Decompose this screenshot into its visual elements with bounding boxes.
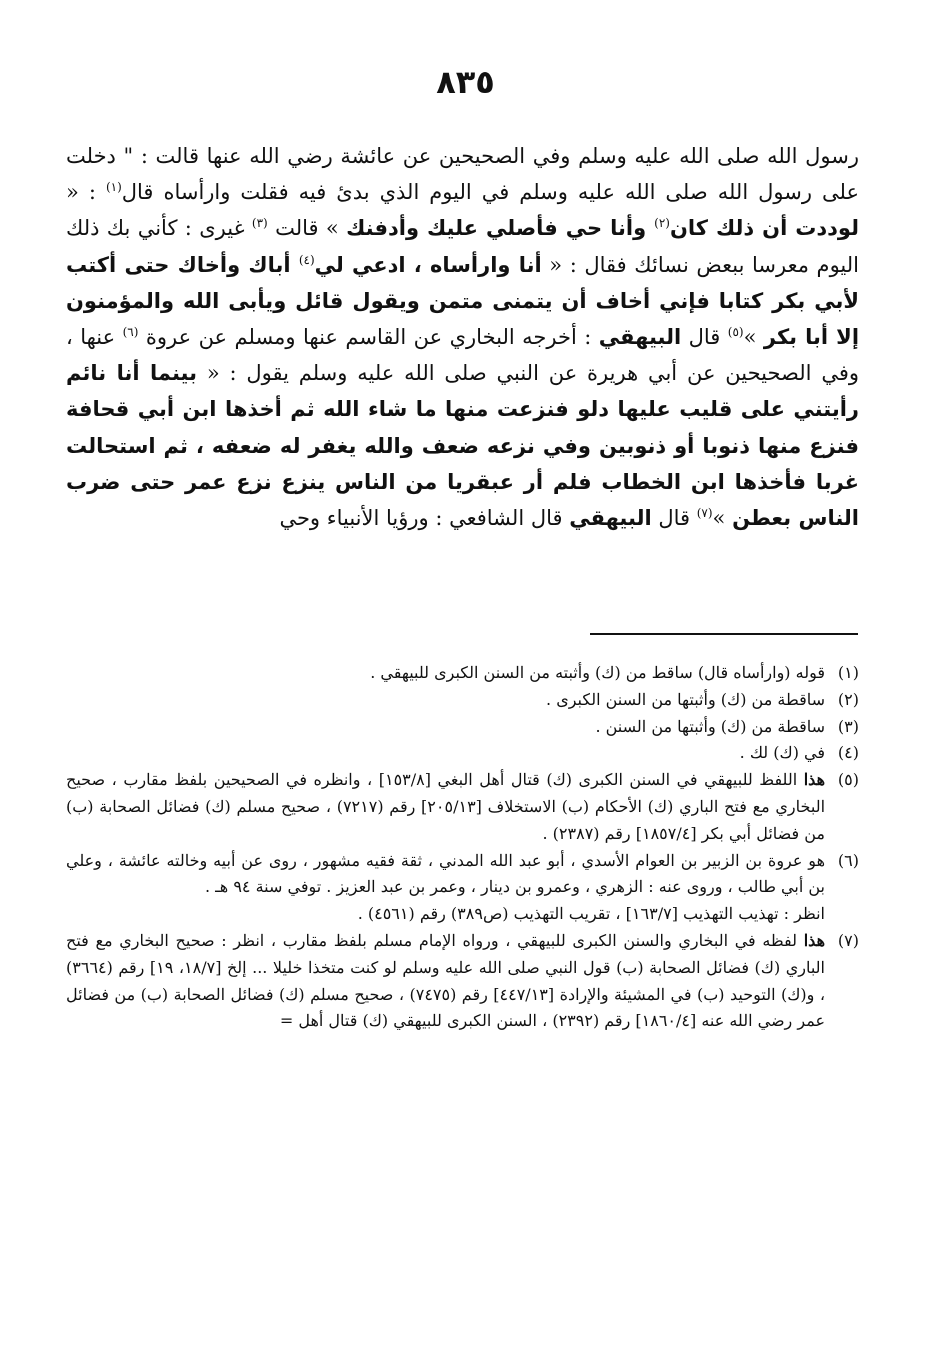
text-segment: غيرى : كأني بك ذلك اليوم معرسا ببعض نسائك فقال : « bbox=[66, 216, 859, 277]
text-segment: » قالت bbox=[267, 216, 347, 241]
text-segment: رسول الله صلى الله عليه وسلم وفي الصحيحين عن عائشة رضي الله عنها قالت : " دخلت على رسول الله صلى الله عليه وسلم في اليوم الذي بدئ فيه فقلت وارأساه قال bbox=[66, 144, 859, 205]
text-segment: قال الشافعي : ورؤيا الأنبياء وحي bbox=[279, 506, 570, 531]
footnote-number: (٤) bbox=[837, 743, 859, 763]
author-name: البيهقي bbox=[569, 506, 652, 531]
text-segment: : أخرجه البخاري عن القاسم عنها ومسلم عن عروة bbox=[138, 325, 599, 350]
footnote-number: (٢) bbox=[837, 689, 859, 709]
footnote-text: هو عروة بن الزبير بن العوام الأسدي ، أبو عبد الله المدني ، ثقة فقيه مشهور ، روى عن أبيه وخالته عائشة ، وعلي بن أبي طالب ، وروى عنه : الزهري ، وعمرو بن دينار ، وعمر بن عبد العزيز . توفي سنة ٩٤ هـ . bbox=[66, 850, 826, 897]
footnote-text bbox=[66, 928, 825, 1035]
hadith-quote: أنا وارأساه ، ادعي لي bbox=[314, 252, 542, 277]
footnote-1 bbox=[66, 660, 859, 687]
footnote-marker: (٦) bbox=[122, 325, 139, 340]
text-segment: : « bbox=[66, 180, 106, 205]
footnote-text-rest: لفظه في البخاري والسنن الكبرى للبيهقي ، ورواه الإمام مسلم بلفظ مقارب ، انظر : صحيح البخاري مع فتح الباري (ك) فضائل الصحابة (ب) قول النبي صلى الله عليه وسلم لو كنت متخذا خليلا ... إلخ [١٨/٧، ١٩] رقم (٣٦٦٤) ، و(ك) التوحيد (ب) في المشيئة والإرادة [٤٤٧/١٣] رقم (٧٤٧٥) ، صحيح مسلم (ك) فضائل الصحابة (ب) من فضائل عمر رضي الله عنه [١٨٦٠/٤] رقم (٢٣٩٢) ، السنن الكبرى للبيهقي (ك) قتال أهل = bbox=[66, 930, 826, 1031]
footnotes-section bbox=[66, 660, 859, 1035]
footnote-text: ساقطة من (ك) وأثبتها من السنن . bbox=[595, 716, 825, 736]
footnote-marker: (٥) bbox=[727, 325, 744, 340]
page-number: ٨٣٥ bbox=[436, 63, 495, 101]
footnote-3 bbox=[66, 714, 859, 741]
main-text-body bbox=[66, 138, 859, 536]
footnote-number: (٥) bbox=[837, 770, 859, 790]
footnote-4 bbox=[66, 740, 859, 767]
footnote-2 bbox=[66, 687, 859, 714]
footnote-marker: (٧) bbox=[696, 506, 713, 521]
footnote-marker: (٣) bbox=[251, 216, 268, 231]
footnote-text bbox=[66, 767, 825, 847]
footnote-marker: (٢) bbox=[654, 216, 670, 231]
footnote-5 bbox=[66, 767, 859, 847]
footnote-marker: (٤) bbox=[298, 252, 315, 267]
hadith-quote: وأنا حي فأصلي عليك وأدفنك bbox=[346, 216, 655, 241]
footnote-number: (٧) bbox=[837, 930, 859, 950]
footnote-lead-word: هذا bbox=[803, 770, 826, 790]
footnote-text-rest: اللفظ للبيهقي في السنن الكبرى (ك) قتال أهل البغي [١٥٣/٨] ، وانظره في الصحيحين بلفظ مقارب ، صحيح البخاري مع فتح الباري (ك) الأحكام (ب) الاستخلاف [٢٠٥/١٣] رقم (٧٢١٧) ، صحيح مسلم (ك) فضائل الصحابة (ب) من فضائل أبي بكر [١٨٥٧/٤] رقم (٢٣٨٧) . bbox=[66, 770, 826, 843]
footnote-6-reference: انظر : تهذيب التهذيب [١٦٣/٧] ، تقريب التهذيب (ص٣٨٩) رقم (٤٥٦١) . bbox=[357, 904, 825, 924]
footnote-6 bbox=[66, 848, 859, 902]
author-name: البيهقي bbox=[598, 325, 682, 350]
footnote-number: (٦) bbox=[837, 850, 859, 870]
footnote-7 bbox=[66, 928, 859, 1035]
text-segment: قال bbox=[651, 506, 697, 531]
text-segment: » bbox=[743, 325, 764, 350]
hadith-quote: لوددت أن ذلك كان bbox=[669, 216, 859, 241]
footnote-marker: (١) bbox=[105, 180, 122, 195]
footnote-number: (١) bbox=[837, 663, 859, 682]
footnote-lead-word: هذا bbox=[803, 930, 825, 950]
text-segment: عنها ، وفي الصحيحين عن أبي هريرة عن النبي صلى الله عليه وسلم يقول : « bbox=[66, 325, 859, 386]
text-segment: » bbox=[712, 506, 733, 531]
hadith-quote: أباك وأخاك حتى أكتب لأبي بكر كتابا فإني أخاف أن يتمنى متمن ويقول قائل ويأبى الله والمؤمنون إلا أبا بكر bbox=[66, 252, 860, 350]
footnote-text: ساقطة من (ك) وأثبتها من السنن الكبرى . bbox=[546, 689, 825, 709]
footnote-text: قوله (وارأساه قال) ساقط من (ك) وأثبته من السنن الكبرى للبيهقي . bbox=[370, 663, 825, 682]
hadith-quote: بينما أنا نائم رأيتني على قليب عليها دلو فنزعت منها ما شاء الله ثم أخذها ابن أبي قحافة فنزع منها ذنوبا أو ذنوبين وفي نزعه ضعف والله يغفر له ضعفه ، ثم استحالت غربا فأخذها ابن الخطاب فلم أر عبقريا من الناس ينزع نزع عمر حتى ضرب الناس بعطن bbox=[66, 361, 859, 531]
text-segment: قال bbox=[681, 325, 728, 350]
footnote-text: في (ك) لك . bbox=[739, 743, 825, 763]
footnote-separator bbox=[590, 633, 858, 635]
footnote-number: (٣) bbox=[837, 716, 859, 736]
